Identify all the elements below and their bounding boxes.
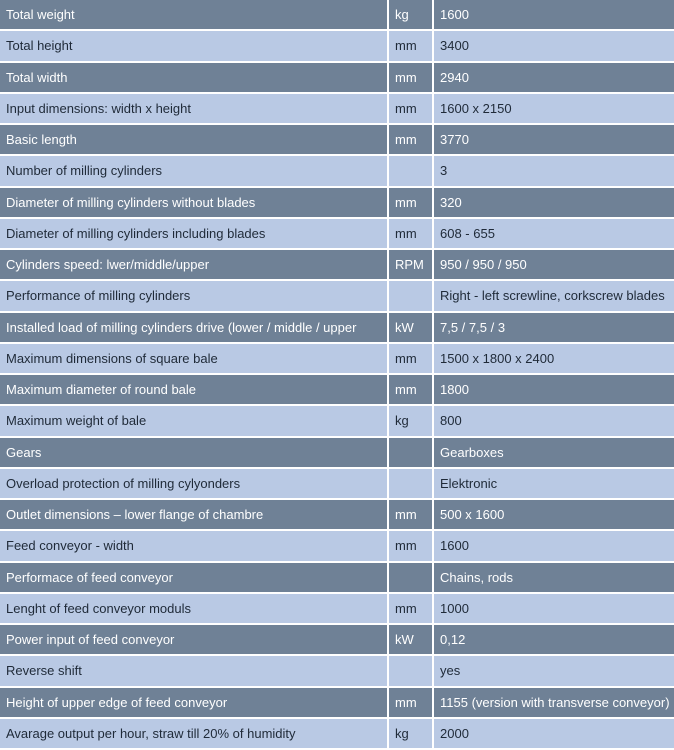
- unit-cell: mm: [389, 594, 434, 625]
- parameter-cell: Diameter of milling cylinders without blades: [0, 188, 389, 219]
- unit-cell: kW: [389, 625, 434, 656]
- value-cell: 1500 x 1800 x 2400: [434, 344, 674, 375]
- parameter-cell: Lenght of feed conveyor moduls: [0, 594, 389, 625]
- unit-cell: mm: [389, 219, 434, 250]
- table-row: [0, 250, 674, 281]
- value-cell: 950 / 950 / 950: [434, 250, 674, 281]
- value-cell: 3770: [434, 125, 674, 156]
- table-row: [0, 375, 674, 406]
- table-row: [0, 94, 674, 125]
- parameter-cell: Cylinders speed: lwer/middle/upper: [0, 250, 389, 281]
- parameter-cell: Performace of feed conveyor: [0, 563, 389, 594]
- unit-cell: [389, 469, 434, 500]
- value-cell: 3400: [434, 31, 674, 62]
- value-cell: 1155 (version with transverse conveyor): [434, 688, 674, 719]
- value-cell: 608 - 655: [434, 219, 674, 250]
- table-row: [0, 625, 674, 656]
- value-cell: 2940: [434, 63, 674, 94]
- parameter-cell: Total width: [0, 63, 389, 94]
- table-row: [0, 469, 674, 500]
- parameter-cell: Diameter of milling cylinders including blades: [0, 219, 389, 250]
- value-cell: 2000: [434, 719, 674, 750]
- parameter-cell: Installed load of milling cylinders drive (lower / middle / upper: [0, 313, 389, 344]
- table-row: [0, 594, 674, 625]
- unit-cell: mm: [389, 375, 434, 406]
- unit-cell: [389, 156, 434, 187]
- parameter-cell: Total height: [0, 31, 389, 62]
- parameter-cell: Maximum dimensions of square bale: [0, 344, 389, 375]
- value-cell: yes: [434, 656, 674, 687]
- parameter-cell: Feed conveyor - width: [0, 531, 389, 562]
- table-row: [0, 281, 674, 312]
- unit-cell: mm: [389, 531, 434, 562]
- value-cell: Right - left screwline, corkscrew blades: [434, 281, 674, 312]
- table-row: [0, 406, 674, 437]
- unit-cell: mm: [389, 63, 434, 94]
- parameter-cell: Avarage output per hour, straw till 20% of humidity: [0, 719, 389, 750]
- unit-cell: [389, 656, 434, 687]
- table-row: [0, 719, 674, 750]
- table-row: [0, 219, 674, 250]
- table-row: [0, 313, 674, 344]
- unit-cell: [389, 438, 434, 469]
- table-row: [0, 156, 674, 187]
- value-cell: 1600 x 2150: [434, 94, 674, 125]
- table-row: [0, 531, 674, 562]
- value-cell: 0,12: [434, 625, 674, 656]
- value-cell: 3: [434, 156, 674, 187]
- parameter-cell: Overload protection of milling cylyonders: [0, 469, 389, 500]
- value-cell: 500 x 1600: [434, 500, 674, 531]
- unit-cell: mm: [389, 500, 434, 531]
- unit-cell: RPM: [389, 250, 434, 281]
- parameter-cell: Maximum diameter of round bale: [0, 375, 389, 406]
- parameter-cell: Reverse shift: [0, 656, 389, 687]
- unit-cell: mm: [389, 31, 434, 62]
- parameter-cell: Input dimensions: width x height: [0, 94, 389, 125]
- parameter-cell: Height of upper edge of feed conveyor: [0, 688, 389, 719]
- parameter-cell: Power input of feed conveyor: [0, 625, 389, 656]
- parameter-cell: Basic length: [0, 125, 389, 156]
- unit-cell: [389, 281, 434, 312]
- value-cell: Elektronic: [434, 469, 674, 500]
- value-cell: 1600: [434, 0, 674, 31]
- table-row: [0, 0, 674, 31]
- table-row: [0, 125, 674, 156]
- parameter-cell: Number of milling cylinders: [0, 156, 389, 187]
- value-cell: 800: [434, 406, 674, 437]
- unit-cell: mm: [389, 344, 434, 375]
- parameter-cell: Outlet dimensions – lower flange of chambre: [0, 500, 389, 531]
- table-row: [0, 656, 674, 687]
- unit-cell: mm: [389, 188, 434, 219]
- unit-cell: kg: [389, 0, 434, 31]
- parameter-cell: Maximum weight of bale: [0, 406, 389, 437]
- unit-cell: mm: [389, 688, 434, 719]
- table-row: [0, 31, 674, 62]
- value-cell: 1600: [434, 531, 674, 562]
- unit-cell: kg: [389, 719, 434, 750]
- value-cell: Gearboxes: [434, 438, 674, 469]
- unit-cell: mm: [389, 94, 434, 125]
- value-cell: Chains, rods: [434, 563, 674, 594]
- table-row: [0, 438, 674, 469]
- value-cell: 1800: [434, 375, 674, 406]
- table-row: [0, 688, 674, 719]
- parameter-cell: Performance of milling cylinders: [0, 281, 389, 312]
- table-row: [0, 188, 674, 219]
- table-row: [0, 63, 674, 94]
- parameter-cell: Gears: [0, 438, 389, 469]
- value-cell: 320: [434, 188, 674, 219]
- unit-cell: mm: [389, 125, 434, 156]
- table-row: [0, 563, 674, 594]
- unit-cell: [389, 563, 434, 594]
- table-row: [0, 344, 674, 375]
- unit-cell: kg: [389, 406, 434, 437]
- table-row: [0, 500, 674, 531]
- value-cell: 1000: [434, 594, 674, 625]
- unit-cell: kW: [389, 313, 434, 344]
- value-cell: 7,5 / 7,5 / 3: [434, 313, 674, 344]
- parameter-cell: Total weight: [0, 0, 389, 31]
